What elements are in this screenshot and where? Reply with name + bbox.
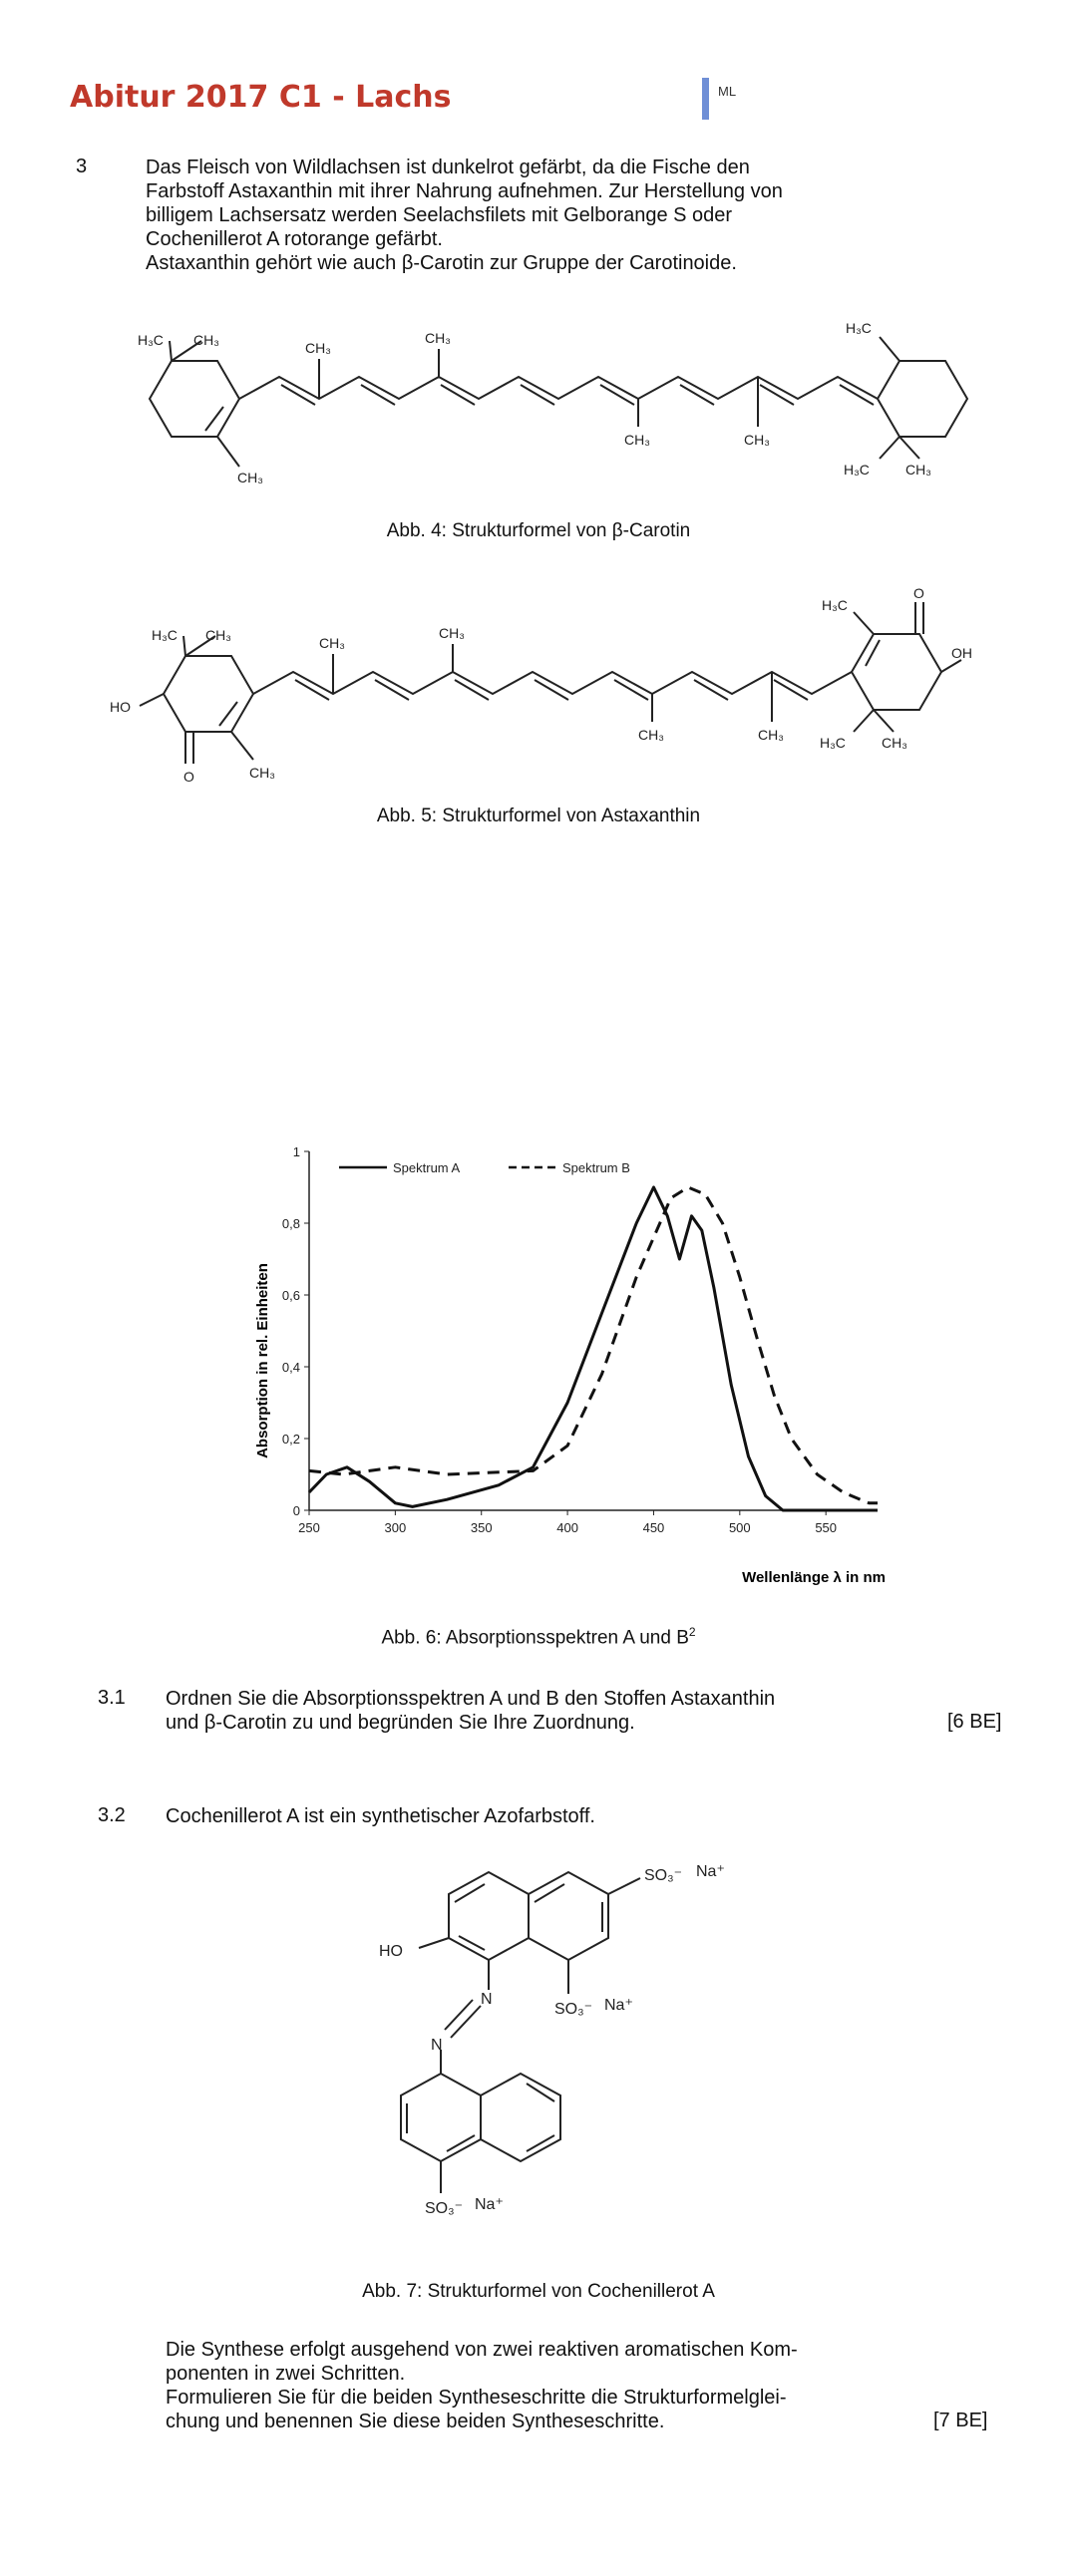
task-number: 3.1 (98, 1687, 126, 1709)
methyl-label: H₃C (844, 462, 870, 478)
sodium-label: Na⁺ (696, 1863, 725, 1880)
y-tick-label: 1 (292, 1144, 300, 1159)
methyl-label: CH₃ (439, 625, 465, 641)
task32-text: Cochenillerot A ist ein synthetischer Azofarbstoff. (166, 1805, 595, 1827)
x-tick-label: 450 (642, 1520, 665, 1535)
task-line: Ordnen Sie die Absorptionsspektren A und B den Stoffen Astaxanthin (166, 1688, 776, 1710)
x-tick-label: 250 (298, 1520, 320, 1535)
intro-line: Das Fleisch von Wildlachsen ist dunkelrot gefärbt, da die Fische den (146, 157, 750, 178)
cochineal-red-structure (359, 1854, 778, 2263)
methyl-label: CH₃ (425, 330, 451, 346)
x-tick-label: 350 (470, 1520, 493, 1535)
figure7-caption: Abb. 7: Strukturformel von Cochenillerot A (362, 2281, 715, 2302)
methyl-label: CH₃ (638, 727, 664, 743)
task-line: und β-Carotin zu und begründen Sie Ihre Zuordnung. (166, 1712, 635, 1734)
task-line: Formulieren Sie für die beiden Syntheseschritte die Strukturformelglei- (166, 2387, 787, 2409)
footnote-ref: 2 (688, 1625, 696, 1639)
x-tick-label: 400 (556, 1520, 578, 1535)
sodium-label: Na⁺ (475, 2196, 504, 2213)
section-intro (146, 156, 783, 275)
x-axis-label: Wellenlänge λ in nm (742, 1569, 886, 1586)
figure4-caption: Abb. 4: Strukturformel von β-Carotin (386, 520, 691, 541)
figure5-caption: Abb. 5: Strukturformel von Astaxanthin (376, 805, 701, 826)
methyl-label: H₃C (820, 735, 846, 751)
methyl-label: H₃C (822, 597, 848, 613)
marker-label: ML (718, 84, 737, 99)
chart-ticks (282, 1144, 837, 1535)
series-line-spektrum-a (309, 1187, 878, 1510)
astaxanthin-structure (100, 585, 972, 798)
oxygen-label: O (913, 585, 924, 601)
x-tick-label: 500 (728, 1520, 751, 1535)
nitrogen-label: N (481, 1991, 493, 2008)
task-line: Die Synthese erfolgt ausgehend von zwei reaktiven aromatischen Kom- (166, 2339, 798, 2361)
marker-bar (702, 78, 709, 120)
methyl-label: CH₃ (205, 627, 231, 643)
methyl-label: H₃C (152, 627, 178, 643)
methyl-label: CH₃ (305, 340, 331, 356)
page-title: Abitur 2017 C1 - Lachs (70, 80, 452, 115)
y-tick-label: 0,2 (281, 1432, 300, 1447)
series-line-spektrum-b (309, 1187, 878, 1503)
methyl-label: CH₃ (758, 727, 784, 743)
methyl-label: H₃C (846, 320, 872, 336)
y-tick-label: 0,8 (281, 1216, 300, 1231)
intro-line: Farbstoff Astaxanthin mit ihrer Nahrung aufnehmen. Zur Herstellung von (146, 180, 783, 202)
legend-label: Spektrum B (562, 1160, 630, 1175)
methyl-label: CH₃ (237, 470, 263, 485)
absorption-spectra-chart (249, 1131, 898, 1590)
figure6-caption-text: Abb. 6: Absorptionsspektren A und B (381, 1627, 689, 1649)
oxygen-label: O (183, 769, 194, 785)
hydroxy-label: OH (951, 645, 972, 661)
nitrogen-label: N (431, 2037, 443, 2054)
methyl-label: CH₃ (905, 462, 931, 478)
figure6-caption (0, 1625, 1077, 1649)
sodium-label: Na⁺ (604, 1997, 633, 2014)
task-line: ponenten in zwei Schritten. (166, 2363, 406, 2385)
y-tick-label: 0,4 (281, 1360, 300, 1375)
chart-legend (339, 1160, 630, 1175)
y-axis-label: Absorption in rel. Einheiten (254, 1263, 271, 1458)
intro-line: Cochenillerot A rotorange gefärbt. (146, 228, 443, 250)
intro-line: Astaxanthin gehört wie auch β-Carotin zur Gruppe der Carotinoide. (146, 252, 737, 274)
intro-line: billigem Lachsersatz werden Seelachsfilets mit Gelborange S oder (146, 204, 733, 226)
methyl-label: CH₃ (882, 735, 907, 751)
beta-carotene-structure (130, 319, 957, 493)
methyl-label: CH₃ (624, 432, 650, 448)
points-label: [7 BE] (933, 2410, 988, 2431)
methyl-label: CH₃ (744, 432, 770, 448)
sulfonate-label: SO₃⁻ (554, 2001, 593, 2018)
x-tick-label: 300 (384, 1520, 407, 1535)
methyl-label: CH₃ (319, 635, 345, 651)
chart-axes (309, 1151, 878, 1510)
y-tick-label: 0,6 (281, 1288, 300, 1303)
legend-label: Spektrum A (393, 1160, 461, 1175)
hydroxy-label: HO (110, 699, 131, 715)
task31-text (166, 1687, 775, 1735)
x-tick-label: 550 (815, 1520, 838, 1535)
section-number: 3 (76, 156, 88, 177)
methyl-label: H₃C (138, 332, 164, 348)
sulfonate-label: SO₃⁻ (644, 1867, 683, 1884)
methyl-label: CH₃ (249, 765, 275, 781)
task-number: 3.2 (98, 1804, 126, 1826)
y-tick-label: 0 (292, 1503, 300, 1518)
methyl-label: CH₃ (193, 332, 219, 348)
task-line: chung und benennen Sie diese beiden Syntheseschritte. (166, 2411, 665, 2432)
points-label: [6 BE] (947, 1711, 1002, 1733)
sulfonate-label: SO₃⁻ (425, 2200, 464, 2217)
task32b-text (166, 2338, 798, 2433)
hydroxy-label: HO (379, 1943, 403, 1960)
chart-series (309, 1187, 878, 1510)
